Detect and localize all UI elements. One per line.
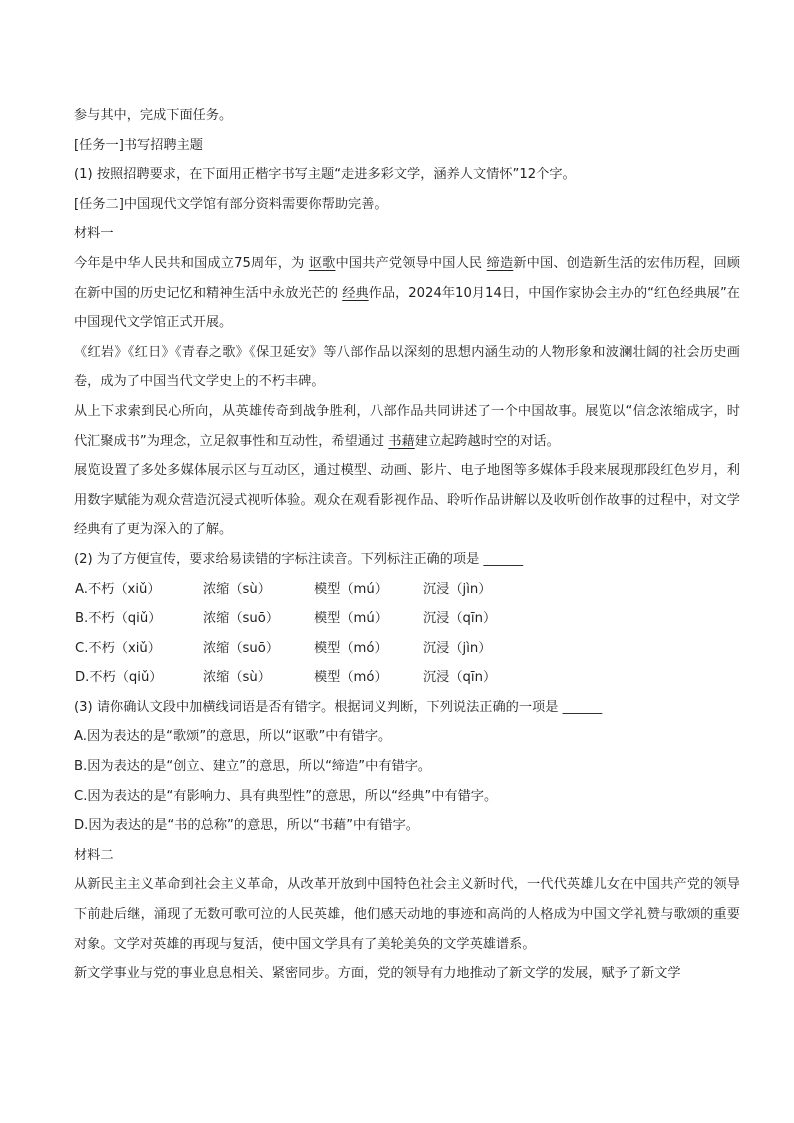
text-segment: 建立起跨越时空的对话。 (414, 433, 560, 449)
text-segment: 新中国、创造新生活的宏伟历程，回顾在新中国的历史记忆和精神生活中永放光芒的 (74, 255, 740, 301)
material2-paragraph-2: 新文学事业与党的事业息息相关、紧密同步。方面，党的领导有力地推动了新文学的发展，赋予了新文学 (74, 966, 681, 982)
option-cell: 浓缩（sù） (203, 670, 271, 686)
question-2-option-d[interactable] (74, 663, 740, 693)
question-2-option-c[interactable] (74, 634, 740, 664)
option-cell: 沉浸（jìn） (423, 640, 492, 656)
option-cell: 模型（mó） (314, 640, 388, 656)
material2-paragraph-1: 从新民主主义革命到社会主义革命，从改革开放到中国特色社会主义新时代，一代代英雄儿女在中国共产党的领导下前赴后继，涌现了无数可歌可泣的人民英雄，他们感天动地的事迹和高尚的人格成为中国文学礼赞与歌颂的重要对象。文学对英雄的再现与复活，使中国文学具有了美轮美奂的文学英雄谱系。 (74, 877, 740, 952)
underlined-word-dizao: 缔造 (486, 255, 514, 271)
text-segment: 从上下求索到民心所向，从英雄传奇到战争胜利，八部作品共同讲述了一个中国故事。展览以“信念浓缩成字，时代汇聚成书”为理念，立足叙事性和互动性，希望通过 (74, 403, 740, 449)
option-cell: C.不朽（xiǔ） (75, 640, 161, 656)
underlined-word-ouge: 讴歌 (308, 255, 336, 271)
option-cell: 模型（mó） (314, 670, 388, 686)
option-cell: D.不朽（qiǔ） (75, 670, 163, 686)
question-3-option-d[interactable]: D.因为表达的是“书的总称”的意思，所以“书藉”中有错字。 (74, 818, 419, 834)
question-1: (1) 按照招聘要求，在下面用正楷字书写主题“走进多彩文学，涵养人文情怀”12个字。 (74, 167, 576, 183)
option-cell: 模型（mú） (314, 611, 388, 627)
material1-paragraph-2: 《红岩》《红日》《青春之歌》《保卫延安》等八部作品以深刻的思想内涵生动的人物形象和波澜壮阔的社会历史画卷，成为了中国当代文学史上的不朽丰碑。 (74, 344, 740, 390)
question-2-stem: (2) 为了方便宣传，要求给易读错的字标注读音。下列标注正确的项是 ______ (74, 551, 524, 567)
option-cell: B.不朽（qiǔ） (75, 611, 162, 627)
question-3-option-b[interactable]: B.因为表达的是“创立、建立”的意思，所以“缔造”中有错字。 (74, 759, 432, 775)
material1-paragraph-4: 展览设置了多处多媒体展示区与互动区，通过模型、动画、影片、电子地图等多媒体手段来展现那段红色岁月，利用数字赋能为观众营造沉浸式视听体验。观众在观看影视作品、聆听作品讲解以及收听创作故事的过程中，对文学经典有了更为深入的了解。 (74, 463, 740, 538)
option-cell: 沉浸（qīn） (423, 670, 497, 686)
question-2-option-a[interactable] (74, 575, 740, 605)
option-cell: 沉浸（jìn） (423, 581, 492, 597)
document-content (74, 101, 740, 989)
text-segment: 作品，2024年10月14日，中国作家协会主办的“红色经典展”在中国现代文学馆正式开展。 (74, 285, 740, 331)
option-cell: A.不朽（xiǔ） (75, 581, 161, 597)
option-cell: 模型（mú） (314, 581, 388, 597)
question-2-option-b[interactable] (74, 604, 740, 634)
material2-title: 材料二 (74, 847, 114, 863)
option-cell: 沉浸（qīn） (423, 611, 497, 627)
text-segment: 中国共产党领导中国人民 (335, 255, 487, 271)
option-cell: 浓缩（sù） (203, 581, 271, 597)
task1-header: [任务一]书写招聘主题 (74, 137, 203, 153)
underlined-word-jingdian: 经典 (342, 285, 369, 301)
question-3-stem: (3) 请你确认文段中加横线词语是否有错字。根据词义判断，下列说法正确的一项是 ______ (74, 699, 603, 715)
underlined-word-shuji: 书藉 (388, 433, 415, 449)
task2-header: [任务二]中国现代文学馆有部分资料需要你帮助完善。 (74, 196, 388, 212)
question-3-option-a[interactable]: A.因为表达的是“歌颂”的意思，所以“讴歌”中有错字。 (74, 729, 392, 745)
material1-paragraph-1 (74, 249, 740, 338)
material1-title: 材料一 (74, 226, 114, 242)
option-cell: 浓缩（suō） (203, 640, 280, 656)
material1-paragraph-3 (74, 397, 740, 456)
text-segment: 今年是中华人民共和国成立75周年，为 (74, 255, 309, 271)
question-3-option-c[interactable]: C.因为表达的是“有影响力、具有典型性”的意思，所以“经典”中有错字。 (74, 788, 498, 804)
option-cell: 浓缩（suō） (203, 611, 280, 627)
intro-tail: 参与其中，完成下面任务。 (74, 108, 233, 123)
